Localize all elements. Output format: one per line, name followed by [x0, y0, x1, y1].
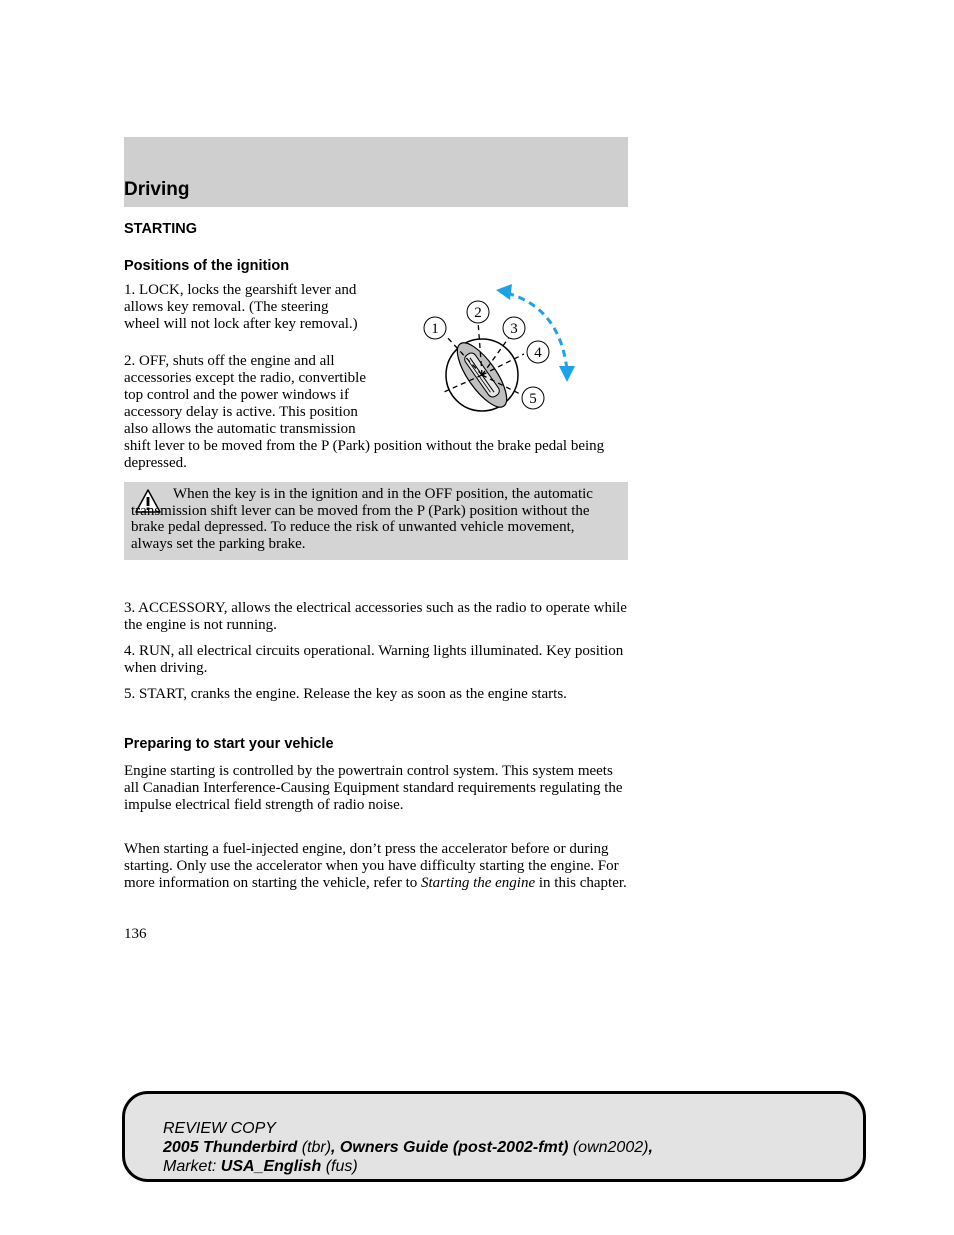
position-label-1: 1 — [431, 321, 439, 337]
model-name: 2005 Thunderbird — [163, 1139, 298, 1156]
market-line — [163, 1157, 653, 1176]
review-copy-text — [163, 1119, 653, 1176]
paragraph-start: 5. START, cranks the engine. Release the key as soon as the engine starts. — [124, 686, 567, 702]
arrow-head-end — [559, 366, 575, 382]
link-starting-the-engine: Starting the engine — [420, 875, 536, 891]
paragraph-accessory: 3. ACCESSORY, allows the electrical accessories such as the radio to operate while the engine is not running. — [124, 600, 627, 633]
heading-preparing: Preparing to start your vehicle — [124, 736, 334, 752]
review-copy-label: REVIEW COPY — [163, 1120, 276, 1137]
paragraph-fuel-injected-end: in this chapter. — [535, 875, 627, 891]
document-info-line — [163, 1138, 653, 1157]
paragraph-powertrain: Engine starting is controlled by the powertrain control system. This system meets all Canadian Interference-Causing Equipment standard requirements regulating the impulse electrical field strength of radio noise. — [124, 763, 623, 813]
paragraph-run: 4. RUN, all electrical circuits operational. Warning lights illuminated. Key position when driving. — [124, 643, 624, 676]
paragraph-lock: 1. LOCK, locks the gearshift lever and allows key removal. (The steering wheel will not lock after key removal.) — [124, 282, 358, 332]
review-copy-box — [122, 1091, 866, 1182]
position-label-5: 5 — [529, 391, 537, 407]
market-code: (fus) — [321, 1158, 358, 1175]
paragraph-fuel-injected-text: When starting a fuel-injected engine, don’t press the accelerator before or during starting. Only use the accelerator when you have difficulty starting the engine. For more information on starting the vehicle, refer to — [124, 841, 619, 891]
market-value: USA_English — [220, 1158, 322, 1175]
model-code: (tbr) — [297, 1139, 332, 1156]
guide-name: , Owners Guide (post-2002-fmt) — [331, 1139, 569, 1156]
position-label-3: 3 — [510, 321, 518, 337]
market-label: Market: — [163, 1158, 221, 1175]
paragraph-off-text: 2. OFF, shuts off the engine and all accessories except the radio, convertible top control and the power windows if accessory delay is active. This position also allows the automatic transmission shift lever to be moved from the P (Park) position without the brake pedal being depressed. — [124, 353, 605, 471]
position-label-2: 2 — [474, 305, 482, 321]
page-number: 136 — [124, 926, 147, 942]
arrow-head-start — [496, 284, 512, 300]
paragraph-fuel-injected — [124, 841, 629, 892]
position-label-4: 4 — [534, 345, 542, 361]
warning-text: When the key is in the ignition and in the OFF position, the automatic transmission shift lever can be moved from the P (Park) position without the brake pedal depressed. To reduce the risk of unwanted vehicle movement, always set the parking brake. — [131, 486, 593, 552]
heading-starting: STARTING — [124, 221, 198, 237]
ignition-diagram — [410, 278, 590, 418]
guide-code: (own2002) — [568, 1139, 649, 1156]
warning-box — [124, 482, 628, 560]
separator-comma: , — [648, 1139, 653, 1156]
heading-positions: Positions of the ignition — [124, 258, 290, 274]
section-header — [124, 137, 628, 207]
section-title: Driving — [124, 179, 190, 200]
